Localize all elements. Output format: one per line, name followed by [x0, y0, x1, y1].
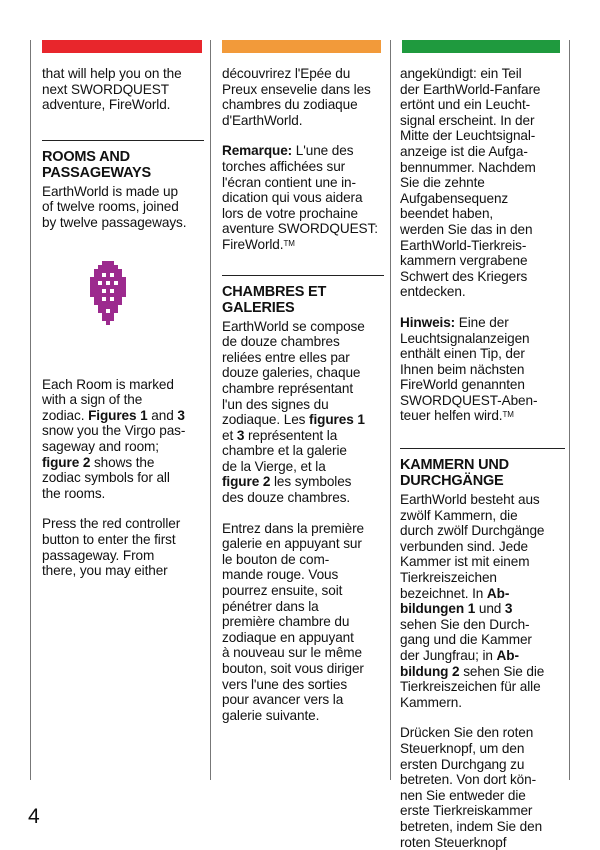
section-heading-rooms: ROOMS AND PASSAGEWAYS — [42, 148, 151, 181]
col1-paragraph-1: EarthWorld is made up of twelve rooms, joined by twelve passageways. — [42, 183, 187, 230]
section-rule — [42, 140, 204, 141]
section-rule — [222, 275, 384, 276]
green-color-bar — [402, 40, 560, 53]
section-heading-chambres: CHAMBRES ET GALERIES — [222, 283, 327, 316]
col2-remarque: Remarque: L'une des torches affichées sur l'écran contient une in- dication qui vous aidera lors de votre prochaine aventure SWORDQUEST: FireWorld.™ — [222, 143, 378, 252]
col2-paragraph-2: Entrez dans la première galerie en appuyant sur le bouton de com- mande rouge. Vous pourrez ensuite, soit pénétrer dans la première chambre du zodiaque en appuyant à nouveau sur le même bouton, soit vous diriger vers l'une des sorties pour avancer vers la galerie suivante. — [222, 520, 365, 723]
col1-paragraph-2: Each Room is marked with a sign of the zodiac. Figures 1 and 3 snow you the Virgo pas- sageway and room; figure 2 shows the zodiac symbols for all the rooms. — [42, 376, 186, 501]
col1-paragraph-3: Press the red controller button to enter the first passageway. From there, you may either — [42, 516, 181, 579]
column-divider-right — [569, 40, 570, 780]
red-color-bar — [42, 40, 202, 53]
col3-hinweis: Hinweis: Eine der Leuchtsignalanzeigen enthält einen Tip, der Ihnen beim nächsten FireWorld genannten SWORDQUEST-Aben- teuer helfen wird.™ — [400, 314, 538, 424]
french-column — [222, 66, 384, 723]
orange-color-bar — [222, 40, 381, 53]
virgo-zodiac-icon — [90, 261, 126, 325]
col1-intro: that will help you on the next SWORDQUEST adventure, FireWorld. — [42, 66, 182, 113]
column-divider-2 — [390, 40, 391, 780]
column-divider-left — [30, 40, 31, 780]
col2-paragraph-1: EarthWorld se compose de douze chambres reliées entre elles par douze galeries, chaque chambre représentant l'un des signes du zodiaque. Les figures 1 et 3 représentent la chambre et la galerie de la Vierge, et la figure 2 les symboles des douze chambres. — [222, 318, 365, 506]
english-column — [42, 66, 204, 579]
german-column — [400, 66, 565, 850]
col3-paragraph-1: EarthWorld besteht aus zwölf Kammern, die durch zwölf Durchgänge verbunden sind. Jede Kammer ist mit einem Tierkreiszeichen bezeichnet. In Ab- bildungen 1 und 3 sehen Sie den Durch- gang und die Kammer der Jungfrau; in Ab- bildung 2 sehen Sie die Tierkreiszeichen für alle Kammern. — [400, 492, 545, 710]
col2-intro: découvrirez l'Epée du Preux ensevelie dans les chambres du zodiaque d'EarthWorld. — [222, 66, 371, 128]
column-divider-1 — [210, 40, 211, 780]
section-rule — [400, 448, 565, 449]
col3-intro: angekündigt: ein Teil der EarthWorld-Fanfare ertönt und ein Leucht- signal erscheint. In der Mitte der Leuchtsignal- anzeige ist die Aufga- bennummer. Nachdem Sie die zehnte Aufgabensequenz beendet haben, werden Sie das in den EarthWorld-Tierkreis- kammern vergrabene Schwert des Kriegers entdecken. — [400, 66, 541, 300]
section-heading-kammern: KAMMERN UND DURCHGÄNGE — [400, 457, 509, 490]
page-number: 4 — [28, 805, 40, 828]
col3-paragraph-2: Drücken Sie den roten Steuerknopf, um den ersten Durchgang zu betreten. Von dort kön- nen Sie entweder die erste Tierkreiskammer betreten, indem Sie den roten Steuerknopf — [400, 725, 543, 850]
